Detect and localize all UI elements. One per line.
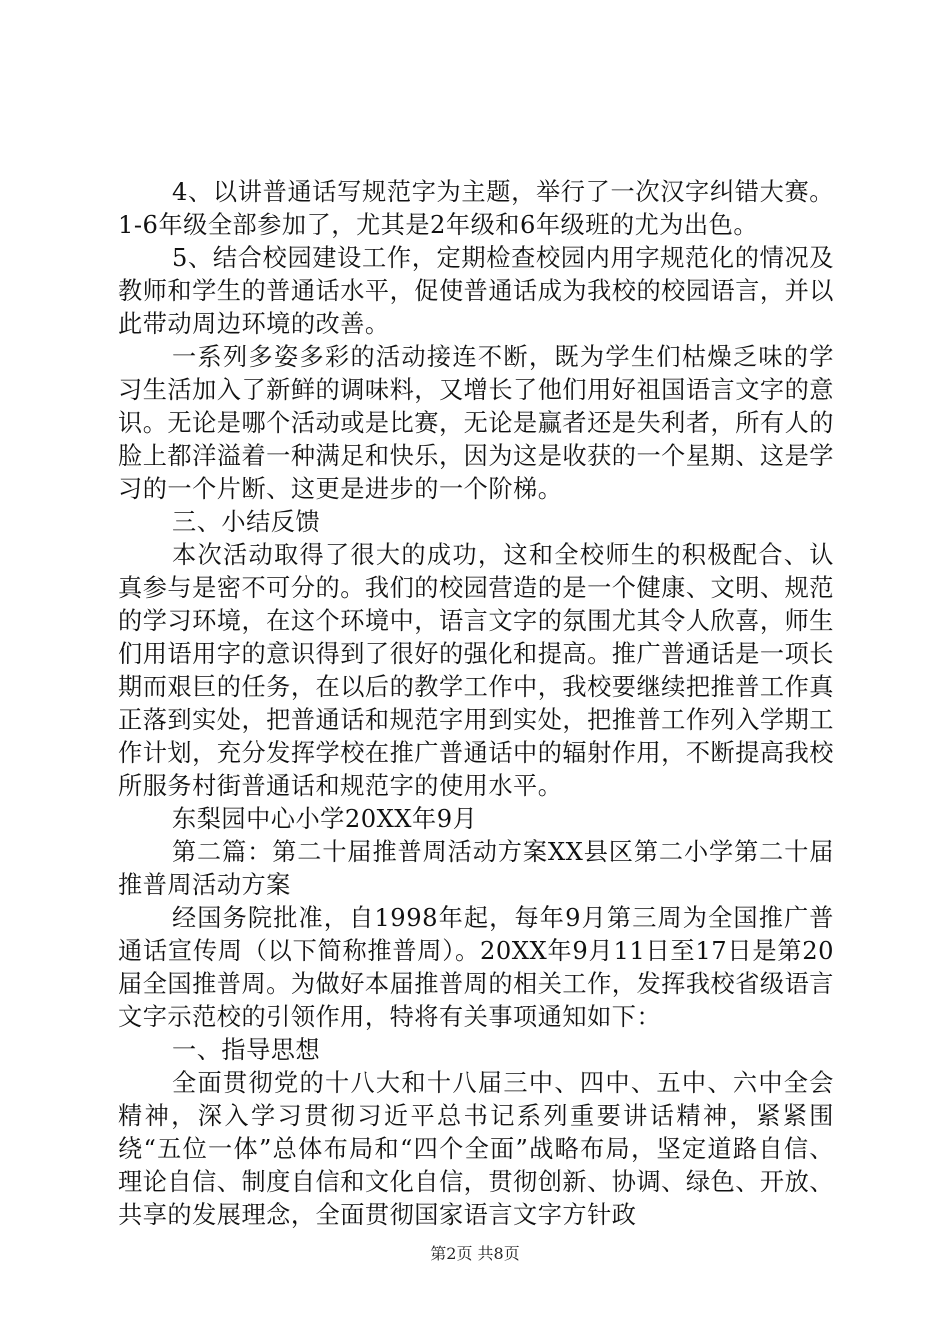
paragraph-guiding-ideology: 全面贯彻党的十八大和十八届三中、四中、五中、六中全会精神，深入学习贯彻习近平总书记系列重要讲话精神，紧紧围绕“五位一体”总体布局和“四个全面”战略布局，坚定道路自信、理论自信、制度自信和文化自信，贯彻创新、协调、绿色、开放、共享的发展理念，全面贯彻国家语言文字方针政 xyxy=(118,1069,834,1229)
paragraph-introduction: 经国务院批准，自1998年起，每年9月第三周为全国推广普通话宣传周（以下简称推普周）。20XX年9月11日至17日是第20届全国推普周。为做好本届推普周的相关工作，发挥我校省级语言文字示范校的引领作用，特将有关事项通知如下： xyxy=(118,904,834,1031)
section-heading-summary-feedback: 三、小结反馈 xyxy=(172,508,321,536)
paragraph-summary-feedback: 本次活动取得了很大的成功，这和全校师生的积极配合、认真参与是密不可分的。我们的校园营造的是一个健康、文明、规范的学习环境，在这个环境中，语言文字的氛围尤其令人欣喜，师生们用语用字的意识得到了很好的强化和提高。推广普通话是一项长期而艰巨的任务，在以后的教学工作中，我校要继续把推普工作真正落到实处，把普通话和规范字用到实处，把推普工作列入学期工作计划，充分发挥学校在推广普通话中的辐射作用，不断提高我校所服务村街普通话和规范字的使用水平。 xyxy=(118,541,834,800)
section-heading-guiding-ideology: 一、指导思想 xyxy=(172,1036,321,1064)
chapter-heading-second: 第二篇：第二十届推普周活动方案XX县区第二小学第二十届推普周活动方案 xyxy=(118,838,834,899)
paragraph-item-5: 5、结合校园建设工作，定期检查校园内用字规范化的情况及教师和学生的普通话水平，促使普通话成为我校的校园语言，并以此带动周边环境的改善。 xyxy=(118,244,834,338)
paragraph-item-4: 4、以讲普通话写规范字为主题，举行了一次汉字纠错大赛。1-6年级全部参加了，尤其是2年级和6年级班的尤为出色。 xyxy=(118,178,834,239)
signature-line: 东梨园中心小学20XX年9月 xyxy=(172,805,478,833)
document-body xyxy=(118,176,834,1232)
paragraph-activities-summary: 一系列多姿多彩的活动接连不断，既为学生们枯燥乏味的学习生活加入了新鲜的调味料，又增长了他们用好祖国语言文字的意识。无论是哪个活动或是比赛，无论是赢者还是失利者，所有人的脸上都洋溢着一种满足和快乐，因为这是收获的一个星期、这是学习的一个片断、这更是进步的一个阶梯。 xyxy=(118,343,834,503)
page-footer: 第2页 共8页 xyxy=(430,1244,520,1263)
